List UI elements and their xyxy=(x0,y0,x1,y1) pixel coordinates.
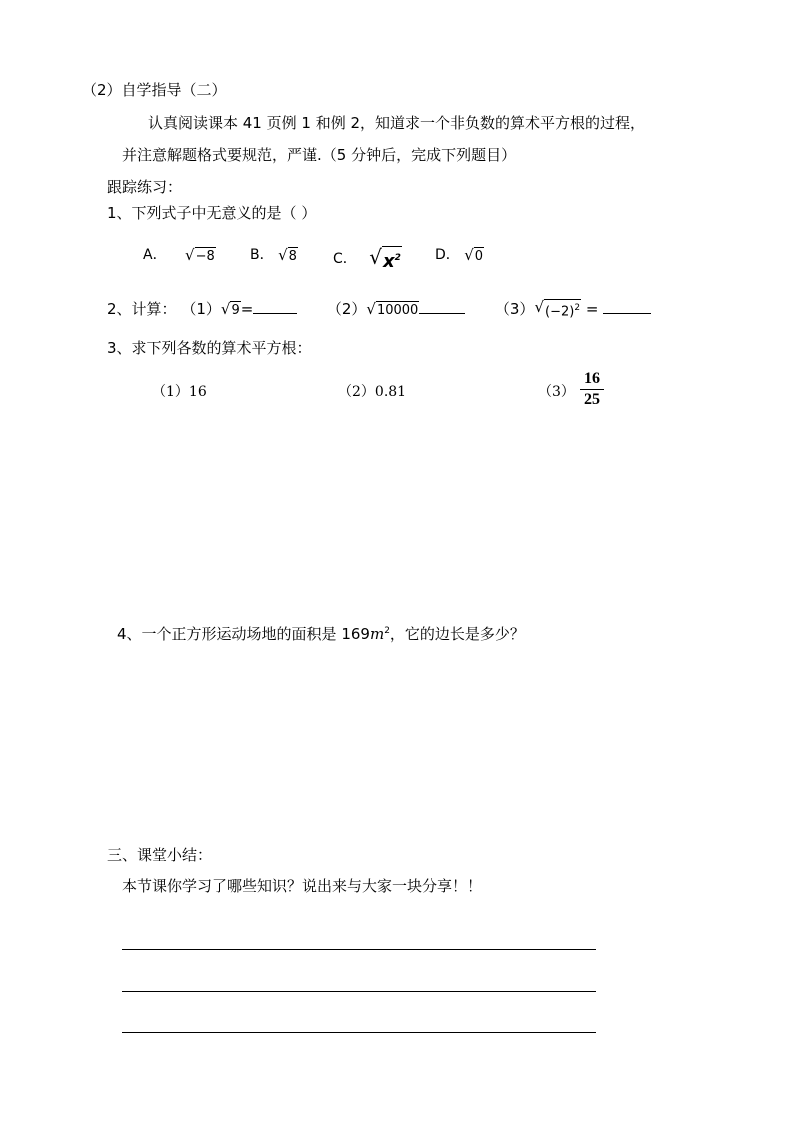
sqrt-expression: √ −8 xyxy=(185,245,215,264)
q3-part-2: （2）0.81 xyxy=(338,384,407,400)
answer-line-2[interactable] xyxy=(122,991,596,992)
question-3-text: 3、求下列各数的算术平方根： xyxy=(107,339,312,357)
q2-part2-label: （2） xyxy=(326,300,367,318)
sqrt-expression: √ $(-2)^2$ xyxy=(534,298,581,320)
sqrt-expression: √ 8 xyxy=(278,245,297,264)
section-heading: （2）自学指导（二） xyxy=(82,81,227,99)
answer-blank[interactable] xyxy=(253,297,297,314)
instruction-line-2: 并注意解题格式要规范，严谨.（5 分钟后，完成下列题目） xyxy=(122,146,517,164)
question-4: 4、一个正方形运动场地的面积是 $169m^2$，它的边长是多少？ xyxy=(117,625,525,643)
fraction-numerator: 16 xyxy=(584,370,600,387)
equals-sign: = xyxy=(585,300,599,318)
answer-blank[interactable] xyxy=(419,297,465,314)
instruction-line-1: 认真阅读课本 41 页例 1 和例 2，知道求一个非负数的算术平方根的过程， xyxy=(148,114,646,132)
practice-label: 跟踪练习： xyxy=(107,178,183,196)
equals-sign: = xyxy=(240,300,254,318)
q2-prefix: 2、计算： xyxy=(107,300,177,318)
summary-prompt: 本节课你学习了哪些知识？说出来与大家一块分享！！ xyxy=(122,877,483,895)
option-label: B． xyxy=(250,247,274,263)
q1-option-b xyxy=(250,245,298,265)
q1-option-d xyxy=(435,245,484,265)
summary-heading: 三、课堂小结： xyxy=(107,846,213,864)
unit-m: m xyxy=(369,625,385,643)
q2-part1-label: （1） xyxy=(181,300,221,318)
q3-part-3-label: （3） xyxy=(538,384,575,400)
fraction-16-25 xyxy=(580,370,604,409)
option-label: D． xyxy=(435,247,460,263)
answer-blank[interactable] xyxy=(603,297,651,314)
sqrt-expression: √ 9 xyxy=(220,300,240,318)
sqrt-expression: √ 10000 xyxy=(366,300,419,318)
fraction-bar xyxy=(580,389,604,390)
question-2 xyxy=(107,297,651,321)
sqrt-expression: √ $x^2$ xyxy=(369,245,401,272)
sqrt-expression: √ 0 xyxy=(464,245,484,264)
answer-line-3[interactable] xyxy=(122,1032,596,1033)
q1-option-c xyxy=(333,245,402,273)
unit-exponent: 2 xyxy=(384,626,390,636)
answer-line-1[interactable] xyxy=(122,949,596,950)
option-label: C． xyxy=(333,251,357,267)
option-label: A． xyxy=(143,247,167,263)
q2-part3-label: （3） xyxy=(494,300,535,318)
question-1-text: 1、下列式子中无意义的是（ ） xyxy=(107,204,317,222)
fraction-denominator: 25 xyxy=(584,391,600,408)
q1-option-a xyxy=(143,245,216,265)
q3-part-1: （1）16 xyxy=(152,384,207,400)
